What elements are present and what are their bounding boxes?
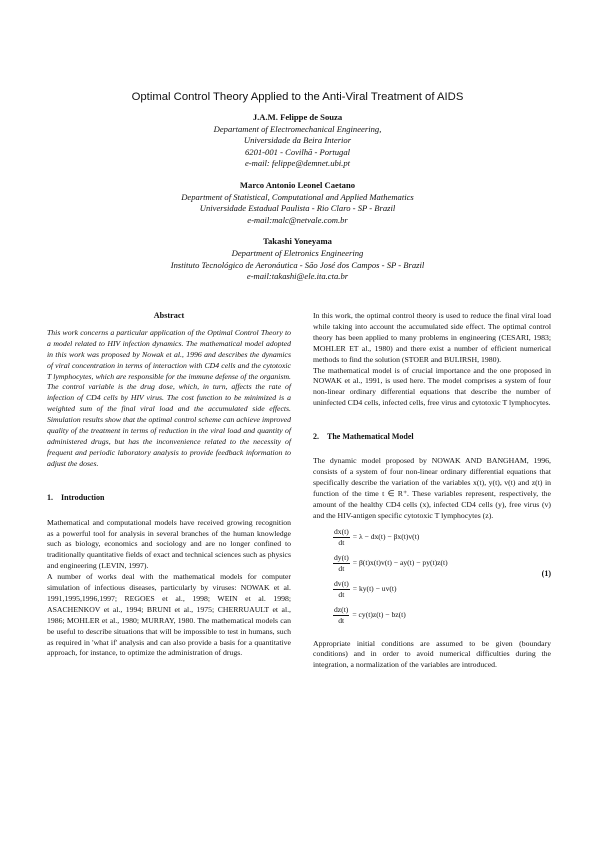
body-paragraph-1: In this work, the optimal control theory is used to reduce the final viral load while taking into account the accumulated side effect. The optimal control theory has been applied to many problems in engineering (CESARI, 1983; MOHLER ET al., 1980) and there exist a number of efficient numerical methods to find the solution (STOER and BULIRSH, 1980). <box>313 311 551 364</box>
equation-rhs: = β(t)x(t)v(t) − ay(t) − py(t)z(t) <box>352 557 448 567</box>
author-name: J.A.M. Felippe de Souza <box>252 112 343 122</box>
author-name: Marco Antonio Leonel Caetano <box>239 179 356 190</box>
equation-system <box>313 527 551 629</box>
paper-title: Optimal Control Theory Applied to the Anti-Viral Treatment of AIDS <box>131 91 464 103</box>
section-title: The Mathematical Model <box>327 432 414 442</box>
author-affiliation: Department of Eletronics Engineering <box>231 247 364 258</box>
intro-paragraph-2: A number of works deal with the mathematical models for computer simulation of infectious diseases, particularly by viruses: NOWAK et al. 1991,1995,1996,1997; REGOES et al., 1998; WEIN et al. 1998; ASACHENKOV et al., 1994; BRUNI et al., 1975; CHERRUAULT et al., 1986; MOHLER et al., 1980; MURRAY, 1980. The mathematical models can be useful to describe situations that will be impossible to test in humans, such as required in 'what if' analysis and can also provide a basis for a quantitative approach, for instance, to optimize the administration of drugs. <box>47 572 291 658</box>
author-affiliation: 6201-001 - Covilhã - Portugal <box>244 146 351 157</box>
equation-denominator: dt <box>338 615 345 625</box>
author-3 <box>40 236 555 282</box>
equation-rhs: = cy(t)z(t) − bz(t) <box>352 609 406 619</box>
equation-denominator: dt <box>338 537 345 547</box>
body-paragraph-2: The mathematical model is of crucial importance and the one proposed in NOWAK et al., 1991, is used here. The model comprises a system of four non-linear ordinary differential equations that describe the number of uninfected CD4 cells, infected cells, free virus and cytotoxic T lymphocytes. <box>313 365 551 408</box>
author-1 <box>40 112 555 170</box>
equation-numerator: dx(t) <box>334 526 349 536</box>
abstract-text: This work concerns a particular application of the Optimal Control Theory to a model related to HIV infection dynamics. The mathematical model adopted in this work was proposed by Nowak et al., 1996 and describes the dynamics of viral concentration in terms of interaction with CD4 cells and the cytotoxic T lymphocytes, which are responsible for the immune defense of the organism. The control variable is the drug dose, which, in turn, affects the rate of infection of CD4 cells by HIV virus. The cost function to be minimized is a weighted sum of the final viral load and the accumulated side effects. Simulation results show that the optimal control scheme can achieve improved quality of the treatment in terms of reduction in the viral load and quantity of administered drugs, but has the inconvenience related to the necessity of frequent and periodic laboratory analysis to provide feedback information to adjust the doses. <box>47 327 291 468</box>
model-paragraph-2: Appropriate initial conditions are assumed to be given (boundary conditions) and in order to avoid numerical difficulties during the integration, a normalization of the variables are introduced. <box>313 638 551 670</box>
author-email: e-mail: felippe@demnet.ubi.pt <box>244 158 351 169</box>
author-affiliation: Departament of Electromechanical Engineering, <box>213 123 382 134</box>
equation-dy <box>333 553 448 574</box>
equation-numerator: dy(t) <box>334 552 349 562</box>
left-column <box>47 311 291 659</box>
section-title: Introduction <box>61 492 105 502</box>
abstract-heading: Abstract <box>153 311 185 320</box>
equation-denominator: dt <box>338 563 345 573</box>
model-paragraph-1: The dynamic model proposed by NOWAK AND BANGHAM, 1996, consists of a system of four non-linear ordinary differential equations that specifically describe the variation of the variables x(t), y(t), v(t) and z(t) in function of the time t ∈ R⁺. These variables represent, respectively, the amount of the healthy CD4 cells (x), infected CD4 cells (y), free virus (v) and the HIV-antigen specific cytotoxic T lymphocytes (z). <box>313 456 551 520</box>
equation-number: (1) <box>541 568 551 578</box>
equation-dx <box>333 527 419 548</box>
equation-numerator: dv(t) <box>334 578 349 588</box>
section-heading-introduction <box>47 493 291 504</box>
section-number: 2. <box>313 432 319 442</box>
intro-paragraph-1: Mathematical and computational models have received growing recognition as a powerful tool for analysis in several branches of the human knowledge such as biology, economics and sociology and are no longer confined to traditionally quantitative fields of exact and technical sciences such as physics and engineering (LEVIN, 1997). <box>47 517 291 571</box>
author-name: Takashi Yoneyama <box>263 236 332 247</box>
section-heading-model <box>313 432 551 443</box>
author-2 <box>40 180 555 226</box>
author-affiliation: Universidade Estadual Paulista - Rio Claro - SP - Brazil <box>199 203 396 214</box>
equation-dv <box>333 579 397 600</box>
equation-rhs: = λ − dx(t) − βx(t)v(t) <box>352 531 420 541</box>
right-column <box>313 311 551 671</box>
author-email: e-mail:malc@netvale.com.br <box>247 214 348 225</box>
author-affiliation: Universidade da Beira Interior <box>243 135 352 146</box>
equation-numerator: dz(t) <box>334 604 349 614</box>
author-block <box>40 112 555 283</box>
section-number: 1. <box>47 492 53 502</box>
author-affiliation: Department of Statistical, Computational and Applied Mathematics <box>181 191 414 202</box>
equation-rhs: = ky(t) − uv(t) <box>352 583 397 593</box>
author-affiliation: Instituto Tecnológico de Aeronáutica - São José dos Campos - SP - Brazil <box>170 259 425 270</box>
author-email: e-mail:takashi@ele.ita.cta.br <box>246 271 349 282</box>
equation-dz <box>333 605 406 626</box>
equation-denominator: dt <box>338 589 345 599</box>
